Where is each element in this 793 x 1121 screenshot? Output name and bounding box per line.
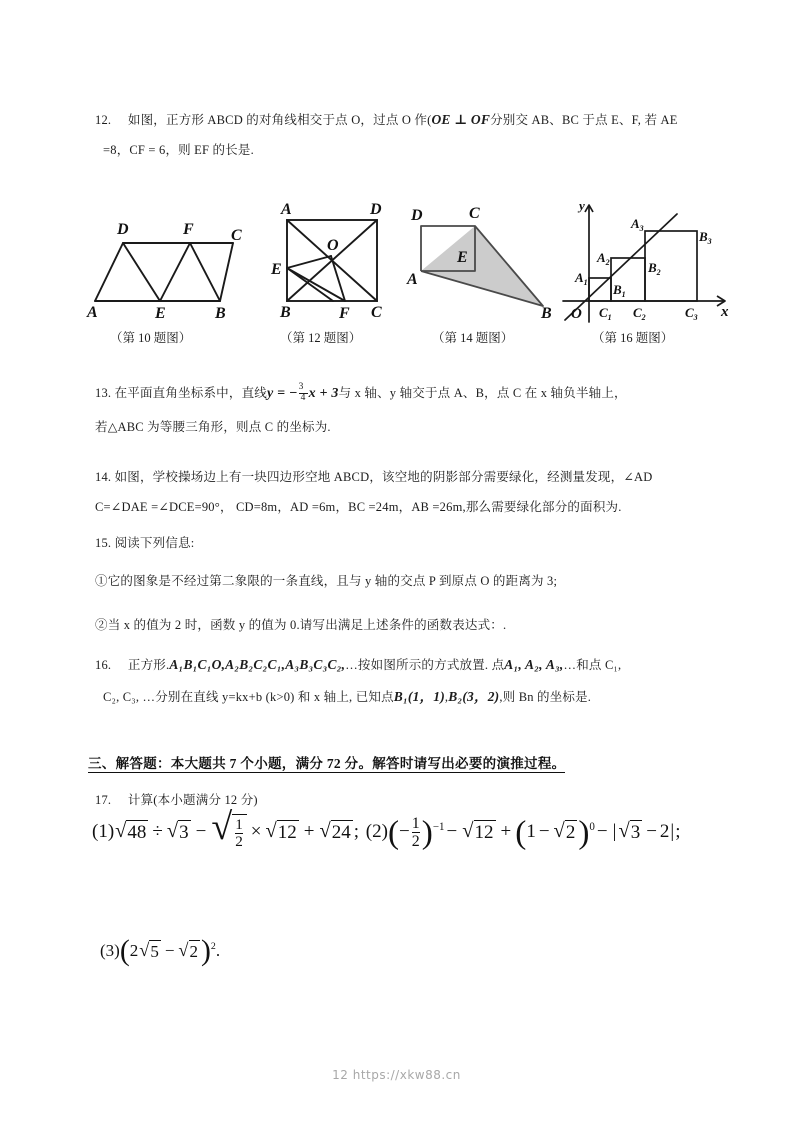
sqrt-3-icon-2: √ 3 (618, 820, 641, 844)
fig12-label-O: O (327, 237, 339, 254)
q12-line1-a: 如图，正方形 ABCD 的对角线相交于点 O，过点 O 作( (127, 113, 432, 127)
q16-line1-c: …和点 C₁, (563, 658, 622, 672)
fig16-axis-y: y (579, 198, 585, 213)
figure-14-svg (403, 196, 553, 321)
q12-line1-math: OE ⊥ OF (431, 112, 491, 127)
fig16-label-A1: $A_1$ (575, 270, 588, 287)
sqrt-half-icon: √ $\frac{1}{2}$ (211, 814, 246, 851)
question-16-line2 (103, 682, 723, 712)
fig12-label-C: C (371, 304, 382, 321)
question-14 (95, 462, 715, 492)
q17-part2-label: (2) (365, 821, 388, 843)
fig10-label-E: E (155, 305, 166, 321)
figure-14 (403, 196, 553, 326)
q16-line2-c: ,则 Bn 的坐标是. (499, 690, 592, 704)
minus-icon-2: − (446, 821, 458, 843)
question-13-line2 (95, 412, 715, 442)
sqrt-5-icon: √ 5 (139, 939, 159, 961)
q13-line1-b: 与 x 轴、y 轴交于点 A、B，点 C 在 x 轴负半轴上， (338, 386, 627, 400)
q17-part1-label: (1) (92, 821, 115, 843)
one-literal: 1 (526, 821, 536, 843)
q16-point-b1: B₁(1，1) (393, 689, 445, 704)
fig14-label-A: A (407, 271, 418, 288)
fig14-label-B: B (541, 305, 552, 321)
q16-line1-b: …按如图所示的方式放置. 点 (345, 658, 505, 672)
plus-icon: + (303, 821, 315, 843)
fig16-label-B3: $B_3$ (699, 229, 712, 246)
question-15 (95, 528, 715, 558)
abs-close-bar: | (670, 821, 675, 843)
figure-12-svg (265, 196, 400, 321)
open-paren-4: ( (119, 934, 130, 968)
fig14-label-C: C (469, 205, 480, 222)
figure-16-svg (555, 196, 735, 324)
figure-10-caption: （第 10 题图） (110, 331, 192, 345)
fig10-label-D: D (117, 221, 129, 238)
question-17 (95, 785, 715, 815)
q13-line2: 若△ABC 为等腰三角形，则点 C 的坐标为. (95, 420, 331, 434)
close-paren-4: ) (201, 934, 211, 968)
sqrt-3-icon: √ 3 (166, 820, 189, 844)
fig16-label-C1: $C_1$ (599, 305, 612, 322)
fig10-label-A: A (87, 304, 98, 321)
minus-icon-6: − (164, 941, 175, 960)
fig16-label-A2: $A_2$ (597, 250, 610, 267)
open-paren-2: ( (387, 813, 400, 851)
fig16-label-C3: $C_3$ (685, 305, 698, 322)
q15-line1: 阅读下列信息: (114, 536, 195, 550)
sqrt-48-icon: √ 48 (115, 820, 147, 844)
plus-icon-2: + (500, 821, 512, 843)
minus-icon: − (195, 821, 207, 843)
q12-line1-b: 分别交 AB、BC 于点 E、F, 若 AE (490, 113, 678, 127)
divide-icon: ÷ (152, 821, 163, 843)
section-heading-text: 三、解答题：本大题共 7 个小题，满分 72 分。解答时请写出必要的演推过程。 (88, 756, 566, 771)
q17-part3 (100, 934, 221, 968)
minus-icon-3: − (538, 821, 550, 843)
exponent-two: 2 (210, 941, 216, 953)
q15-line3: ②当 x 的值为 2 时，函数 y 的值为 0.请写出满足上述条件的函数表达式：. (95, 618, 507, 632)
q13-equation-tail: x + 3 (308, 386, 339, 401)
times-icon: × (250, 821, 262, 843)
fig10-label-C: C (231, 227, 242, 244)
q16-line2-a: C₂, C₃, …分别在直线 y=kx+b (k>0) 和 x 轴上, 已知点 (103, 690, 394, 704)
q13-fraction (299, 383, 308, 404)
q13-frac-numerator: 3 (298, 381, 304, 392)
two-literal: 2 (659, 821, 670, 843)
q13-equation-head: y = − (266, 386, 298, 401)
sqrt-2-icon-2: √ 2 (178, 939, 198, 961)
half-numerator: 1 (235, 816, 243, 833)
fig14-label-E: E (457, 249, 468, 266)
half-denominator: 2 (235, 833, 243, 851)
figure-10-svg (85, 196, 245, 321)
q17-number: 17. (95, 793, 112, 807)
q16-points-list: A₁, A₂, A₃, (504, 657, 564, 672)
page-footer: 12 https://xkw88.cn (332, 1068, 461, 1082)
q17-part2 (366, 815, 681, 850)
q13-line1-a: 在平面直角坐标系中，直线 (114, 386, 267, 400)
coefficient-2: 2 (129, 941, 139, 960)
q16-number: 16. (95, 658, 112, 672)
q17-part1 (92, 806, 360, 851)
q15-number: 15. (95, 536, 112, 550)
sqrt-24-icon: √ 24 (319, 820, 351, 844)
figure-14-caption: （第 14 题图） (432, 331, 514, 345)
neg-sign-2: − (399, 821, 410, 843)
q13-frac-denominator: 4 (300, 392, 306, 403)
question-14-line2 (95, 492, 715, 522)
semicolon-2: ; (675, 821, 681, 843)
fig12-label-E: E (271, 261, 282, 278)
fig10-label-F: F (183, 221, 194, 238)
q12-number: 12. (95, 113, 112, 127)
question-12 (95, 105, 715, 135)
q14-number: 14. (95, 470, 112, 484)
abs-open-bar: | (612, 821, 617, 843)
fig14-label-D: D (411, 207, 423, 224)
q12-line2: =8，CF = 6，则 EF 的长是. (103, 143, 254, 157)
fig16-axis-x: x (721, 304, 729, 320)
fig16-label-B2: $B_2$ (648, 260, 661, 277)
question-13 (95, 378, 715, 409)
semicolon-1: ; (353, 821, 360, 843)
open-paren-3: ( (515, 813, 527, 851)
sqrt-12-icon-2: √ 12 (462, 820, 494, 844)
q14-line2: C=∠DAE =∠DCE=90°， CD=8m，AD =6m，BC =24m，AB =26m,那么需要绿化部分的面积为. (95, 500, 622, 514)
q14-line1: 如图，学校操场边上有一块四边形空地 ABCD，该空地的阴影部分需要绿化，经测量发现，∠AD (114, 470, 653, 484)
fig14-shaded-area (421, 226, 543, 306)
figure-12 (265, 196, 400, 326)
fig16-origin-O: O (571, 306, 582, 322)
figure-10 (85, 196, 245, 326)
period-3: . (215, 941, 221, 960)
exponent-zero: 0 (589, 821, 595, 834)
minus-icon-4: − (596, 821, 608, 843)
question-15-line3 (95, 610, 715, 640)
minus-icon-5: − (646, 821, 657, 843)
fig16-label-B1: $B_1$ (613, 282, 626, 299)
close-paren-3: ) (578, 813, 590, 851)
question-16 (95, 650, 715, 680)
q17-expression-line3 (100, 934, 221, 968)
fig12-label-F: F (339, 305, 350, 321)
q16-point-b2: B₂(3，2) (448, 689, 500, 704)
fig12-label-D: D (370, 201, 382, 218)
fig12-label-A: A (281, 201, 292, 218)
question-15-line2 (95, 566, 715, 596)
fig16-label-C2: $C_2$ (633, 305, 646, 322)
fig12-label-B: B (280, 304, 291, 321)
fig10-label-B: B (215, 305, 226, 321)
figure-16 (555, 196, 735, 329)
q13-number: 13. (95, 386, 112, 400)
sqrt-12-icon: √ 12 (265, 820, 297, 844)
sqrt-2-icon: √ 2 (553, 820, 576, 844)
exponent-neg-one: −1 (432, 821, 445, 834)
close-paren-2: ) (421, 813, 433, 851)
q17-expression-line1 (92, 806, 681, 851)
figure-12-caption: （第 12 题图） (280, 331, 362, 345)
q17-title: 计算(本小题满分 12 分) (127, 793, 258, 807)
q16-squares-list: A₁B₁C₁O,A₂B₂C₂C₁,A₃B₃C₃C₂, (169, 657, 346, 672)
q15-line2: ①它的图象是不经过第二象限的一条直线，且与 y 轴的交点 P 到原点 O 的距离为 3; (95, 574, 558, 588)
section-heading (88, 752, 565, 772)
q16-line1-a: 正方形. (127, 658, 170, 672)
q16-line2-sep: , (444, 690, 449, 704)
q17-part3-label: (3) (100, 941, 120, 960)
question-12-line2 (103, 135, 723, 165)
half-fraction-2: $\frac{1}{2}$ (411, 814, 420, 850)
figure-16-caption: （第 16 题图） (592, 331, 674, 345)
fig16-label-A3: $A_3$ (631, 216, 644, 233)
